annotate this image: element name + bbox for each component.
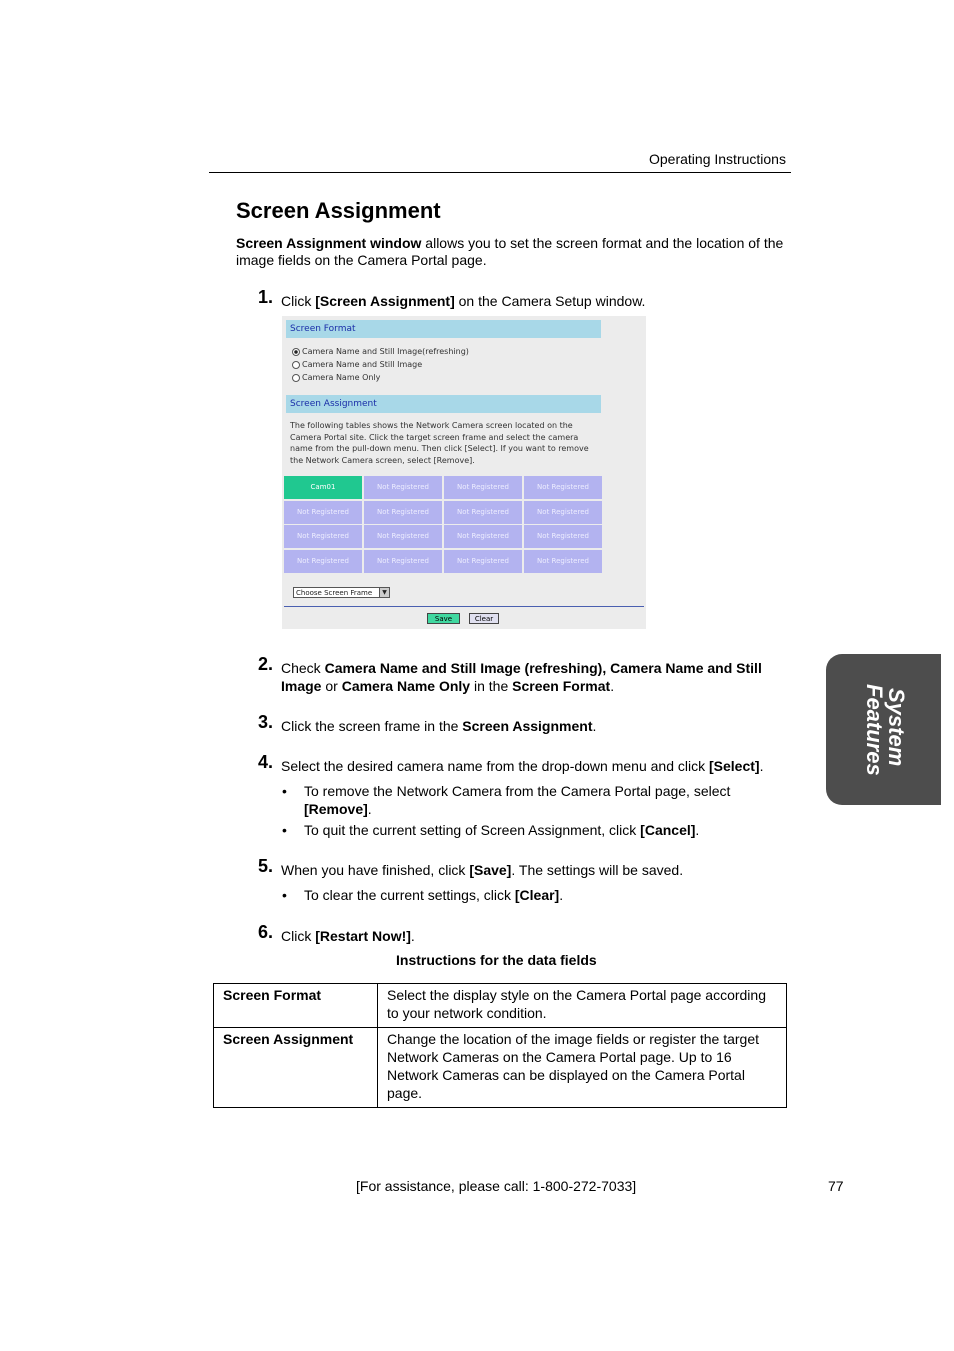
intro-bold: Screen Assignment window — [236, 235, 422, 251]
footer-assistance: [For assistance, please call: 1-800-272-7033] — [356, 1178, 637, 1194]
bullet-text: To quit the current setting of Screen Assignment, click [Cancel]. — [304, 822, 700, 838]
screen-frame-cell[interactable]: Cam01 — [284, 476, 362, 499]
header-rule — [209, 172, 791, 173]
screen-frame-cell[interactable]: Not Registered — [524, 476, 602, 499]
step-number: 5. — [258, 856, 274, 876]
running-header: Operating Instructions — [649, 151, 786, 167]
screen-frame-cell[interactable]: Not Registered — [284, 550, 362, 573]
intro-text: allows you to set the screen format and the location of the image fields on the Camera Portal page. — [236, 235, 784, 268]
section-tab — [826, 654, 941, 805]
radio-option[interactable]: Camera Name and Still Image — [292, 360, 422, 369]
field-description: Change the location of the image fields or register the target Network Cameras on the Camera Portal page. Up to 16 Network Cameras can be displayed on the Camera Portal page. — [378, 1028, 787, 1108]
bullet-text: To clear the current settings, click [Clear]. — [304, 887, 564, 903]
step-text: Click the screen frame in the Screen Assignment. — [281, 718, 597, 734]
bullet-icon: • — [282, 822, 287, 838]
field-name: Screen Format — [214, 984, 378, 1028]
divider — [284, 606, 644, 607]
step-text: When you have finished, click [Save]. The settings will be saved. — [281, 862, 684, 878]
step-text: Select the desired camera name from the drop-down menu and click [Select]. — [281, 758, 764, 774]
step-number: 6. — [258, 922, 274, 942]
screen-format-header: Screen Format — [286, 320, 601, 338]
radio-icon — [292, 361, 300, 369]
table-row — [214, 1028, 787, 1108]
radio-option[interactable]: Camera Name Only — [292, 373, 380, 382]
field-description: Select the display style on the Camera Portal page according to your network condition. — [378, 984, 787, 1028]
screen-frame-cell[interactable]: Not Registered — [524, 525, 602, 548]
table-row — [214, 984, 787, 1028]
step-number: 1. — [258, 287, 274, 307]
step-number: 2. — [258, 654, 274, 674]
section-tab-line1: System — [884, 688, 909, 767]
screen-assignment-header: Screen Assignment — [286, 395, 601, 413]
screen-frame-cell[interactable]: Not Registered — [364, 476, 442, 499]
radio-icon — [292, 374, 300, 382]
step-text: Click [Screen Assignment] on the Camera Setup window. — [281, 293, 646, 309]
screen-frame-cell[interactable]: Not Registered — [364, 501, 442, 524]
radio-option[interactable]: Camera Name and Still Image(refreshing) — [292, 347, 469, 356]
screen-frame-cell[interactable]: Not Registered — [364, 525, 442, 548]
field-name: Screen Assignment — [214, 1028, 378, 1108]
section-tab-line2: Features — [862, 684, 887, 776]
screen-frame-cell[interactable]: Not Registered — [524, 550, 602, 573]
step-number: 4. — [258, 752, 274, 772]
save-button[interactable]: Save — [427, 613, 460, 624]
screen-frame-grid — [284, 476, 604, 573]
dropdown-arrow-icon: ▼ — [379, 588, 389, 597]
screen-frame-cell[interactable]: Not Registered — [284, 501, 362, 524]
step-text: Check Camera Name and Still Image (refreshing), Camera Name and Still Image or Camera Name Only in the Screen Format. — [281, 660, 762, 694]
screen-frame-cell[interactable]: Not Registered — [444, 476, 522, 499]
step-text: Click [Restart Now!]. — [281, 928, 415, 944]
screen-frame-cell[interactable]: Not Registered — [364, 550, 442, 573]
bullet-icon: • — [282, 783, 287, 799]
screen-frame-cell[interactable]: Not Registered — [444, 550, 522, 573]
assignment-description: The following tables shows the Network Camera screen located on the Camera Portal site. Click the target screen frame and select the camera name from the pull-down menu. Then click [Select]. If you want to remove the Network Camera screen, select [Remove]. — [290, 421, 589, 466]
page-title: Screen Assignment — [236, 198, 441, 223]
radio-selected-icon — [292, 348, 300, 356]
screen-frame-select[interactable]: Choose Screen Frame ▼ — [293, 587, 390, 598]
screen-frame-cell[interactable]: Not Registered — [284, 525, 362, 548]
screen-frame-cell[interactable]: Not Registered — [524, 501, 602, 524]
screen-assignment-screenshot — [282, 316, 646, 629]
bullet-icon: • — [282, 887, 287, 903]
data-fields-table — [213, 983, 787, 1108]
bullet-text: To remove the Network Camera from the Camera Portal page, select [Remove]. — [304, 783, 731, 817]
table-caption: Instructions for the data fields — [396, 952, 597, 968]
screen-frame-cell[interactable]: Not Registered — [444, 501, 522, 524]
step-number: 3. — [258, 712, 274, 732]
intro-paragraph — [236, 235, 786, 269]
screen-frame-cell[interactable]: Not Registered — [444, 525, 522, 548]
clear-button[interactable]: Clear — [469, 613, 499, 624]
page-number: 77 — [828, 1178, 844, 1194]
